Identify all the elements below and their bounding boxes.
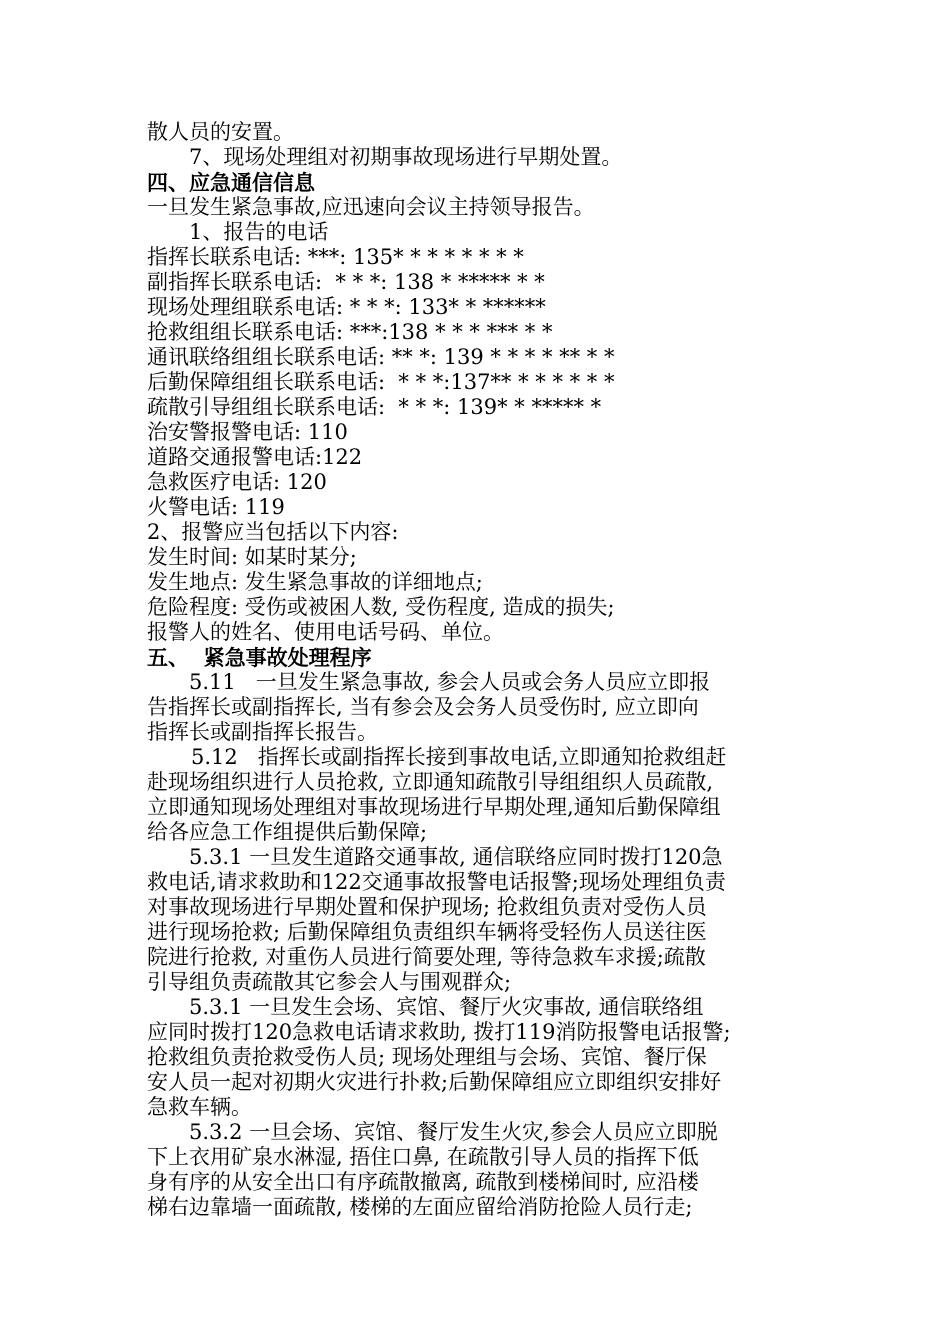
phone-line: 抢救组组长联系电话: ***:138 * * * *** * * — [147, 320, 553, 344]
paragraph-line: 抢救组负责抢救受伤人员; 现场处理组与会场、宾馆、餐厅保 — [147, 1045, 707, 1069]
section-heading-4: 四、应急通信信息 — [147, 170, 315, 195]
paragraph-line: 梯右边靠墙一面疏散, 楼梯的左面应留给消防抢险人员行走; — [147, 1195, 693, 1219]
paragraph-line: 5.3.1 一旦发生道路交通事故, 通信联络应同时拨打120急 — [189, 845, 723, 869]
phone-line: 道路交通报警电话:122 — [147, 445, 363, 469]
phone-line: 治安警报警电话: 110 — [147, 420, 348, 444]
paragraph-line: 身有序的从安全出口有序疏散撤离, 疏散到楼梯间时, 应沿楼 — [147, 1170, 699, 1194]
report-item: 发生地点: 发生紧急事故的详细地点; — [147, 570, 483, 594]
phone-line: 副指挥长联系电话: * * *: 138 * ***** * * — [147, 270, 545, 294]
paragraph-line: 急救车辆。 — [147, 1095, 252, 1119]
paragraph-line: 指挥长或副指挥长报告。 — [147, 720, 378, 744]
paragraph-line: 应同时拨打120急救电话请求救助, 拨打119消防报警电话报警; — [147, 1020, 731, 1044]
paragraph-line: 告指挥长或副指挥长, 当有参会及会务人员受伤时, 应立即向 — [147, 695, 699, 719]
phone-line: 火警电话: 119 — [147, 495, 285, 519]
report-item: 危险程度: 受伤或被困人数, 受伤程度, 造成的损失; — [147, 595, 615, 619]
paragraph-line: 5.3.1 一旦发生会场、宾馆、餐厅火灾事故, 通信联络组 — [189, 995, 704, 1019]
phone-line: 现场处理组联系电话: * * *: 133* * ****** — [147, 295, 546, 319]
report-item: 发生时间: 如某时某分; — [147, 545, 357, 569]
text-line: 散人员的安置。 — [147, 120, 294, 144]
section-heading-5: 五、 紧急事故处理程序 — [147, 645, 372, 670]
paragraph-line: 救电话,请求救助和122交通事故报警电话报警;现场处理组负责 — [147, 870, 726, 894]
paragraph-line: 5.3.2 一旦会场、宾馆、餐厅发生火灾,参会人员应立即脱 — [189, 1120, 718, 1144]
paragraph-line: 对事故现场进行早期处置和保护现场; 抢救组负责对受伤人员 — [147, 895, 707, 919]
document-body — [147, 120, 807, 1220]
phone-line: 急救医疗电话: 120 — [147, 470, 327, 494]
phone-line: 后勤保障组组长联系电话: * * *:137** * * * * * * — [147, 370, 615, 394]
paragraph-line: 给各应急工作组提供后勤保障; — [147, 820, 428, 844]
paragraph-line: 引导组负责疏散其它参会人与围观群众; — [147, 970, 512, 994]
paragraph-line: 赴现场组织进行人员抢救, 立即通知疏散引导组组织人员疏散, — [147, 770, 714, 794]
paragraph-line: 立即通知现场处理组对事故现场进行早期处理,通知后勤保障组 — [147, 795, 721, 819]
subheading-phones: 1、报告的电话 — [189, 220, 329, 244]
paragraph-line: 下上衣用矿泉水淋湿, 捂住口鼻, 在疏散引导人员的指挥下低 — [147, 1145, 699, 1169]
phone-line: 通讯联络组组长联系电话: ** *: 139 * * * * ** * * — [147, 345, 615, 369]
paragraph-line: 5.12 指挥长或副指挥长接到事故电话,立即通知抢救组赶 — [191, 745, 727, 769]
report-item: 报警人的姓名、使用电话号码、单位。 — [147, 620, 504, 644]
paragraph-line: 5.11 一旦发生紧急事故, 参会人员或会务人员应立即报 — [189, 670, 711, 694]
paragraph-line: 院进行抢救, 对重伤人员进行简要处理, 等待急救车求援;疏散 — [147, 945, 706, 969]
phone-line: 指挥长联系电话: ***: 135* * * * * * * * — [147, 245, 524, 269]
phone-line: 疏散引导组组长联系电话: * * *: 139* * ***** * — [147, 395, 602, 419]
paragraph-line: 进行现场抢救; 后勤保障组负责组织车辆将受轻伤人员送往医 — [147, 920, 707, 944]
subheading-report: 2、报警应当包括以下内容: — [147, 520, 399, 544]
text-line: 一旦发生紧急事故,应迅速向会议主持领导报告。 — [147, 195, 595, 219]
text-line: 7、现场处理组对初期事故现场进行早期处置。 — [189, 145, 623, 169]
paragraph-line: 安人员一起对初期火灾进行扑救;后勤保障组应立即组织安排好 — [147, 1070, 722, 1094]
